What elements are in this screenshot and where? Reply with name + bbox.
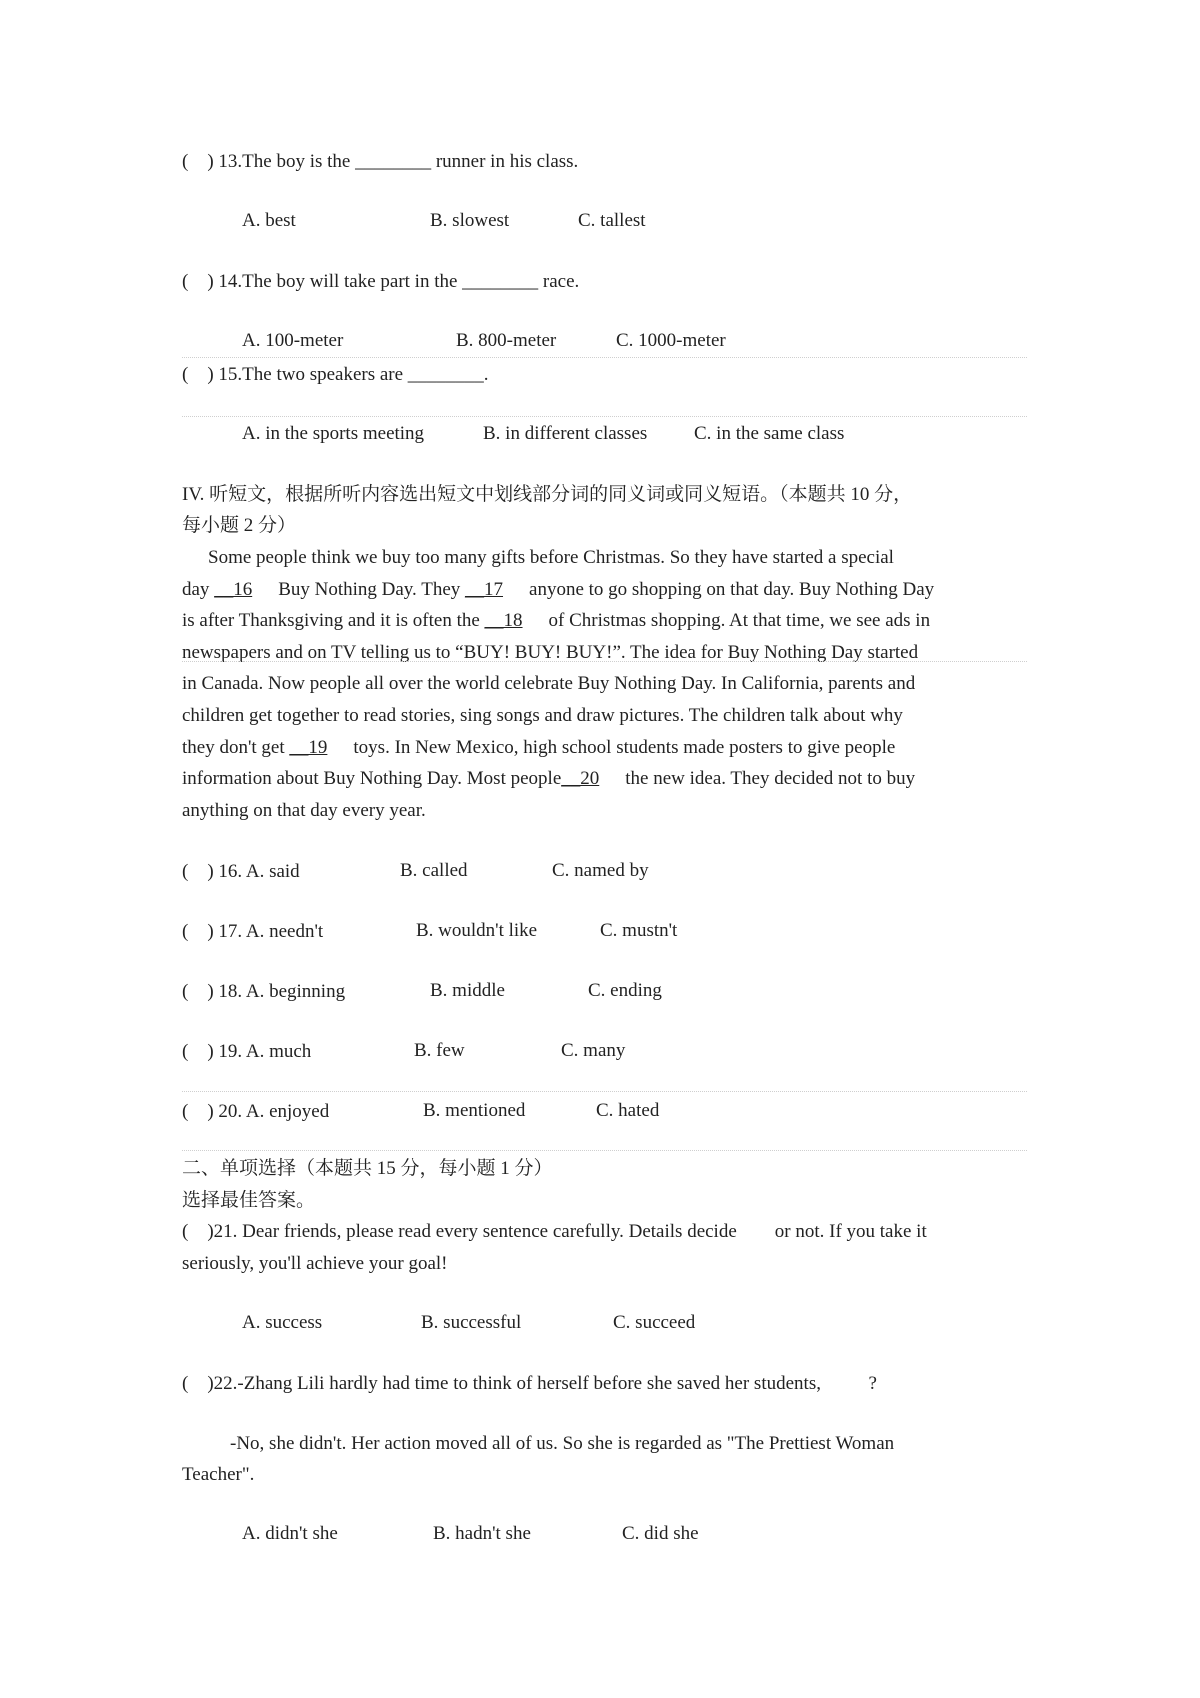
passage-text: of Christmas shopping. At that time, we see ads in xyxy=(548,610,931,632)
question-21-stem-cont: seriously, you'll achieve your goal! xyxy=(182,1253,448,1274)
q21-option-b: B. successful xyxy=(421,1312,522,1333)
q14-option-a: A. 100-meter xyxy=(242,330,344,351)
question-18-stem: ( ) 18. A. beginning xyxy=(182,981,346,1002)
passage-text: toys. In New Mexico, high school students made posters to give people xyxy=(353,736,896,758)
question-17-stem: ( ) 17. A. needn't xyxy=(182,921,324,942)
blank-19: __19 xyxy=(289,736,328,758)
section-iv-heading: IV. 听短文，根据所听内容选出短文中划线部分词的同义词或同义短语。（本题共 10 分， xyxy=(182,484,913,505)
q15-option-c: C. in the same class xyxy=(694,423,845,444)
question-22-answer-cont: Teacher". xyxy=(182,1464,255,1485)
question-20-stem: ( ) 20. A. enjoyed xyxy=(182,1101,330,1122)
q21-option-c: C. succeed xyxy=(613,1312,696,1333)
section-iv-heading-cont: 每小题 2 分） xyxy=(182,515,297,536)
blank-18: __18 xyxy=(484,610,523,632)
question-19-stem: ( ) 19. A. much xyxy=(182,1041,312,1062)
q16-option-b: B. called xyxy=(400,860,468,881)
dotted-separator xyxy=(182,416,1027,417)
passage-line xyxy=(182,605,1027,637)
dotted-separator xyxy=(182,1150,1027,1151)
q13-option-c: C. tallest xyxy=(578,210,646,231)
question-15-stem: ( ) 15.The two speakers are ________. xyxy=(182,364,489,385)
q13-option-a: A. best xyxy=(242,210,296,231)
part2-heading: 二、单项选择（本题共 15 分，每小题 1 分） xyxy=(182,1158,553,1179)
passage-line: children get together to read stories, sing songs and draw pictures. The children talk about why xyxy=(182,704,903,726)
q19-option-b: B. few xyxy=(414,1040,465,1061)
question-13-stem: ( ) 13.The boy is the ________ runner in his class. xyxy=(182,151,579,172)
passage-text: Buy Nothing Day. They xyxy=(278,578,466,600)
q20-option-b: B. mentioned xyxy=(423,1100,526,1121)
blank-20: __20 xyxy=(561,768,600,790)
q21-option-a: A. success xyxy=(242,1312,323,1333)
q19-option-c: C. many xyxy=(561,1040,626,1061)
passage-line: Some people think we buy too many gifts before Christmas. So they have started a special xyxy=(208,547,894,568)
dotted-separator xyxy=(182,1091,1027,1092)
blank-16: __16 xyxy=(214,578,253,600)
question-16-stem: ( ) 16. A. said xyxy=(182,861,300,882)
dotted-separator xyxy=(182,661,1027,662)
q22-option-b: B. hadn't she xyxy=(433,1523,531,1544)
blank-17: __17 xyxy=(465,578,504,600)
passage-line xyxy=(182,732,1027,764)
passage-text: anyone to go shopping on that day. Buy Nothing Day xyxy=(529,578,935,600)
question-22-answer-line: -No, she didn't. Her action moved all of us. So she is regarded as "The Prettiest Woman xyxy=(230,1433,895,1454)
question-21-stem: ( )21. Dear friends, please read every sentence carefully. Details decide or not. If you take it xyxy=(182,1221,927,1242)
passage-text: is after Thanksgiving and it is often the xyxy=(182,610,485,632)
q18-option-b: B. middle xyxy=(430,980,505,1001)
q14-option-c: C. 1000-meter xyxy=(616,330,726,351)
passage-line xyxy=(182,574,1027,606)
q16-option-c: C. named by xyxy=(552,860,649,881)
part2-instruction: 选择最佳答案。 xyxy=(182,1190,316,1211)
q14-option-b: B. 800-meter xyxy=(456,330,557,351)
q18-option-c: C. ending xyxy=(588,980,662,1001)
q15-option-a: A. in the sports meeting xyxy=(242,423,425,444)
q20-option-c: C. hated xyxy=(596,1100,660,1121)
q15-option-b: B. in different classes xyxy=(483,423,648,444)
passage-text: the new idea. They decided not to buy xyxy=(625,768,916,790)
passage-line xyxy=(182,763,1027,795)
q17-option-b: B. wouldn't like xyxy=(416,920,538,941)
question-14-stem: ( ) 14.The boy will take part in the ________ race. xyxy=(182,271,580,292)
passage-line: anything on that day every year. xyxy=(182,799,426,821)
question-22-stem: ( )22.-Zhang Lili hardly had time to think of herself before she saved her students, ? xyxy=(182,1373,877,1394)
q17-option-c: C. mustn't xyxy=(600,920,678,941)
passage-text: they don't get xyxy=(182,736,290,758)
q22-option-c: C. did she xyxy=(622,1523,699,1544)
q22-option-a: A. didn't she xyxy=(242,1523,338,1544)
q13-option-b: B. slowest xyxy=(430,210,510,231)
dotted-separator xyxy=(182,357,1027,358)
passage-text: day xyxy=(182,578,215,600)
passage xyxy=(182,542,1027,826)
passage-line: in Canada. Now people all over the world celebrate Buy Nothing Day. In California, parents and xyxy=(182,673,916,695)
passage-text: information about Buy Nothing Day. Most people xyxy=(182,768,562,790)
passage-line: newspapers and on TV telling us to “BUY! BUY! BUY!”. The idea for Buy Nothing Day started xyxy=(182,641,919,663)
